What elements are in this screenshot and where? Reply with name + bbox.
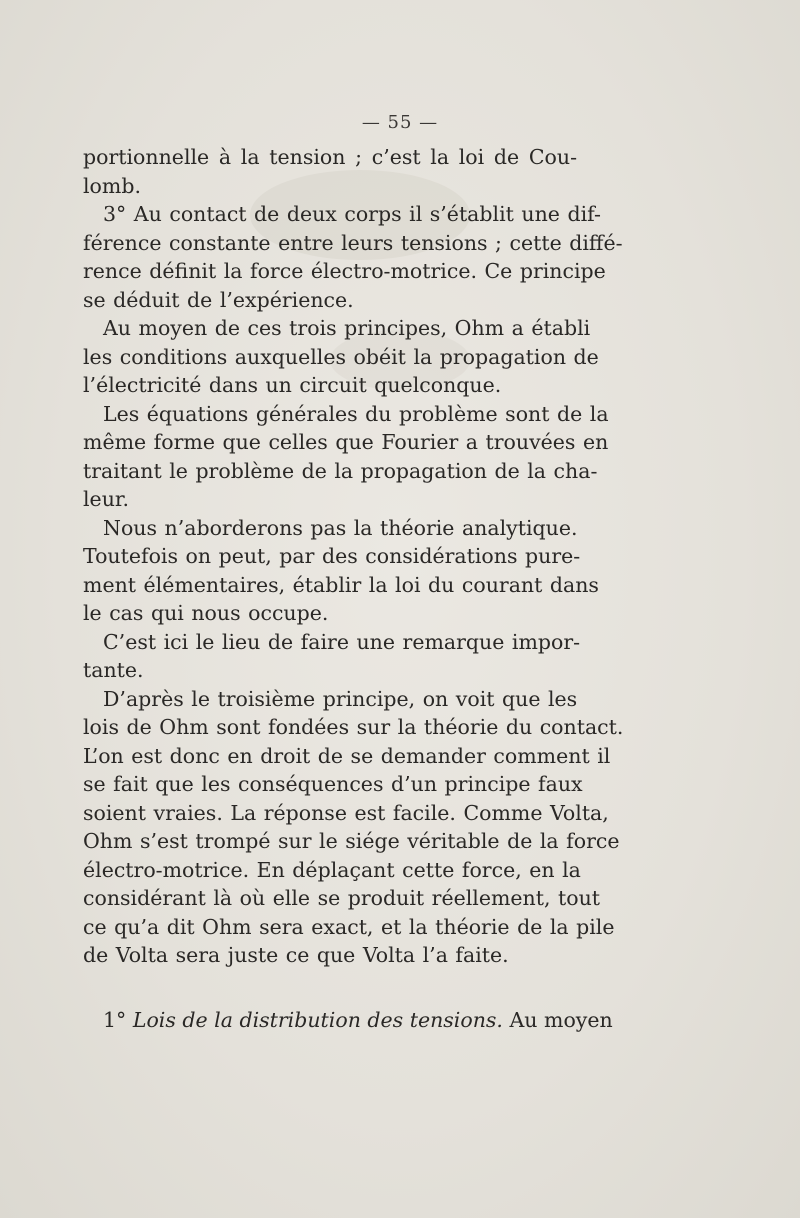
text-line: soient vraies. La réponse est facile. Comme Volta, xyxy=(83,800,609,825)
text-line: L’on est donc en droit de se demander comment il xyxy=(83,743,611,768)
text-line: l’électricité dans un circuit quelconque. xyxy=(83,373,502,397)
text-line: se fait que les conséquences d’un principe faux xyxy=(83,772,583,796)
page-number: — 55 — xyxy=(361,112,439,133)
text-line: leur. xyxy=(83,487,129,511)
text-line: ment élémentaires, établir la loi du courant dans xyxy=(83,572,599,597)
text-line: se déduit de l’expérience. xyxy=(83,287,354,312)
section-continuation: Au moyen xyxy=(509,1008,613,1032)
text-line: Au moyen de ces trois principes, Ohm a établi xyxy=(103,316,591,340)
text-line: D’après le troisième principe, on voit que les xyxy=(103,686,578,711)
text-line: Nous n’aborderons pas la théorie analytique. xyxy=(103,515,578,540)
text-line: férence constante entre leurs tensions ; cette diffé- xyxy=(83,230,623,255)
text-line: électro-motrice. En déplaçant cette force, en la xyxy=(83,857,581,882)
section-heading xyxy=(103,1006,613,1035)
text-line: 3° Au contact de deux corps il s’établit une dif- xyxy=(103,202,601,226)
body-text xyxy=(83,143,624,970)
text-line: les conditions auxquelles obéit la propagation de xyxy=(83,344,599,369)
text-line: ce qu’a dit Ohm sera exact, et la théorie de la pile xyxy=(83,914,615,939)
text-line: C’est ici le lieu de faire une remarque impor- xyxy=(103,629,581,654)
text-line: de Volta sera juste ce que Volta l’a faite. xyxy=(83,943,509,967)
text-line: portionnelle à la tension ; c’est la loi de Cou- xyxy=(83,145,577,169)
text-line: lois de Ohm sont fondées sur la théorie du contact. xyxy=(83,715,624,739)
text-line: Toutefois on peut, par des considérations pure- xyxy=(83,544,581,568)
section-title: Lois de la distribution des tensions. xyxy=(132,1008,503,1032)
text-line: traitant le problème de la propagation de la cha- xyxy=(83,458,598,483)
text-line: même forme que celles que Fourier a trouvées en xyxy=(83,430,609,454)
text-line: rence définit la force électro-motrice. Ce principe xyxy=(83,259,606,283)
text-line: Ohm s’est trompé sur le siége véritable de la force xyxy=(83,829,620,853)
text-line: Les équations générales du problème sont de la xyxy=(103,401,609,426)
text-line: le cas qui nous occupe. xyxy=(83,601,329,625)
text-line: considérant là où elle se produit réellement, tout xyxy=(83,886,601,910)
text-line: lomb. xyxy=(83,173,141,198)
text-line: tante. xyxy=(83,658,144,682)
section-number: 1° xyxy=(103,1008,127,1032)
